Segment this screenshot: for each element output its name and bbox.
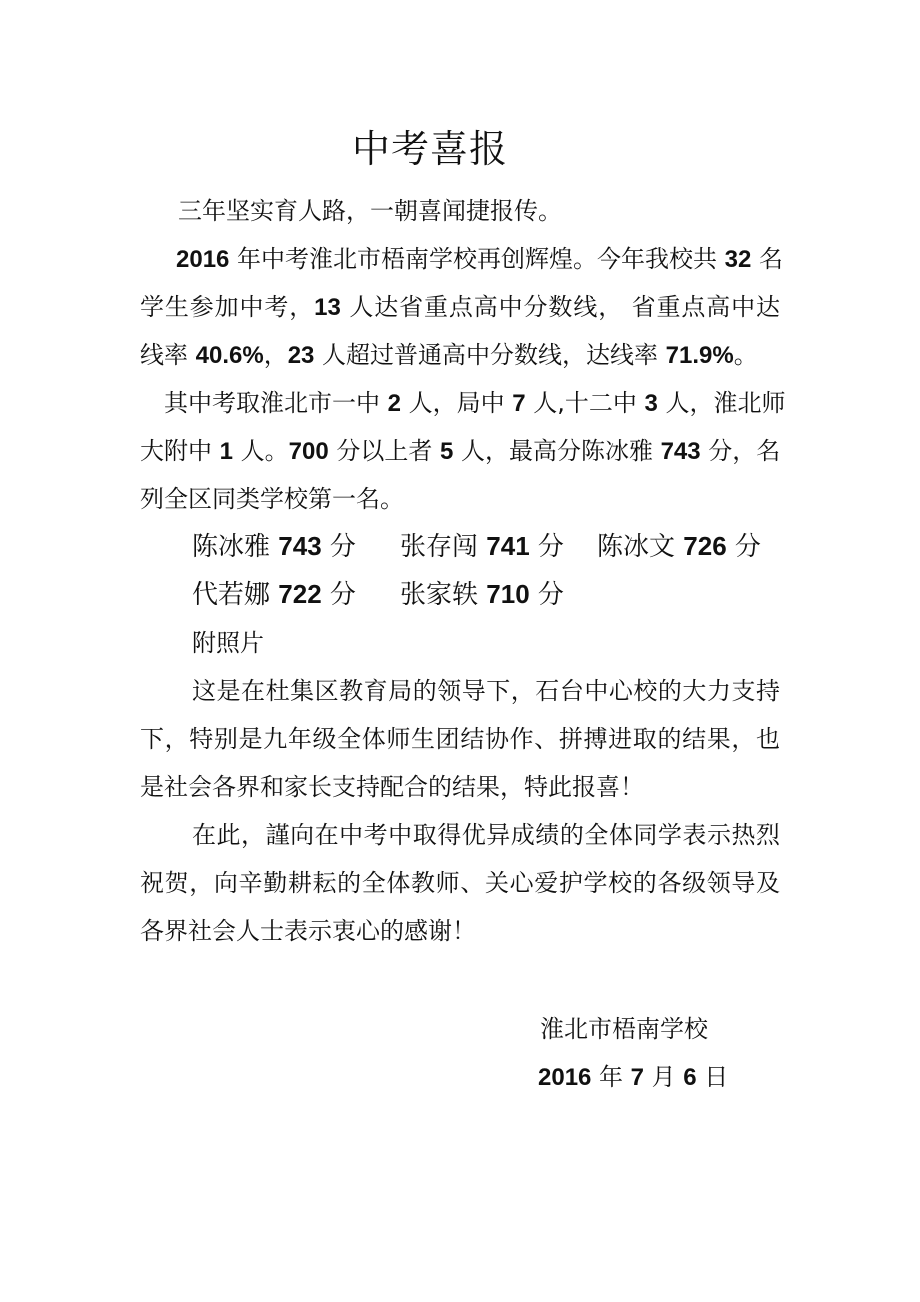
- text-run: 月: [644, 1063, 684, 1091]
- score-unit: 分: [321, 580, 356, 610]
- student-name: 张存闯: [400, 532, 479, 562]
- student-score: 743: [278, 531, 322, 561]
- para4-line2: 祝贺，向辛勤耕耘的全体教师、关心爱护学校的各级领导及: [140, 869, 780, 897]
- text-run: 人超过普通高中分数线，达线率: [314, 341, 666, 369]
- para3-line2: 下，特别是九年级全体师生团结协作、拼搏进取的结果，也: [140, 725, 780, 753]
- para1-line1: [140, 244, 783, 275]
- signature-school: 淮北市梧南学校: [540, 1015, 708, 1043]
- text-run: 32: [724, 246, 752, 273]
- para3-line3: 是社会各界和家长支持配合的结果，特此报喜！: [140, 773, 644, 801]
- student-name: 陈冰雅: [192, 532, 271, 562]
- text-run: 。: [733, 341, 758, 369]
- student-name: 陈冰文: [597, 532, 676, 562]
- student-score: 741: [486, 531, 530, 561]
- text-run: 7: [630, 1064, 645, 1091]
- text-run: 大附中: [140, 437, 220, 465]
- score-unit: 分: [529, 532, 564, 562]
- text-run: 学生参加中考，: [140, 293, 315, 321]
- honor-entry: [400, 530, 564, 563]
- text-run: 人,十二中: [525, 389, 645, 417]
- text-run: 5: [439, 438, 454, 465]
- honor-entry: [597, 530, 761, 563]
- signature-date: [538, 1062, 728, 1093]
- text-run: ，: [263, 341, 288, 369]
- page-title: 中考喜报: [351, 127, 508, 171]
- score-unit: 分: [726, 532, 761, 562]
- text-run: 40.6%: [195, 342, 264, 369]
- text-run: 人，淮北师: [657, 389, 786, 417]
- para4-line1: 在此，謹向在中考中取得优异成绩的全体同学表示热烈: [192, 821, 780, 849]
- intro-line: 三年坚实育人路，一朝喜闻捷报传。: [178, 197, 562, 225]
- text-run: 人。: [233, 437, 289, 465]
- student-name: 代若娜: [192, 580, 271, 610]
- para3-line1: 这是在杜集区教育局的领导下，石台中心校的大力支持: [192, 677, 780, 705]
- photo-note: 附照片: [192, 629, 264, 657]
- para2-line1: [140, 388, 786, 419]
- text-run: 23: [287, 342, 315, 369]
- student-score: 726: [683, 531, 727, 561]
- student-score: 722: [278, 579, 322, 609]
- text-run: 3: [644, 390, 658, 417]
- text-run: 700: [288, 438, 329, 465]
- text-run: 2: [387, 390, 401, 417]
- para2-line2: [140, 436, 780, 467]
- text-run: 人达省重点高中分数线， 省重点高中达: [340, 293, 780, 321]
- text-run: 6: [683, 1064, 697, 1091]
- para1-line2: [140, 292, 780, 323]
- text-run: 其中考取淮北市一中: [164, 389, 388, 417]
- text-run: 名: [751, 245, 783, 273]
- score-unit: 分: [529, 580, 564, 610]
- text-run: 71.9%: [665, 342, 734, 369]
- text-run: 人，局中: [401, 389, 513, 417]
- text-run: 日: [696, 1063, 729, 1091]
- text-run: 1: [219, 438, 233, 465]
- text-run: 2016: [176, 246, 230, 273]
- text-run: 线率: [140, 341, 196, 369]
- text-run: 13: [314, 294, 341, 321]
- text-run: 人，最高分陈冰雅: [453, 437, 661, 465]
- student-score: 710: [486, 579, 530, 609]
- student-name: 张家轶: [400, 580, 479, 610]
- text-run: 743: [660, 438, 701, 465]
- text-run: 分，名: [700, 437, 781, 465]
- text-run: 2016: [538, 1064, 592, 1091]
- text-run: 年中考淮北市梧南学校再创辉煌。今年我校共: [229, 245, 725, 273]
- honor-entry: [192, 578, 356, 611]
- text-run: 年: [591, 1063, 631, 1091]
- score-unit: 分: [321, 532, 356, 562]
- honor-entry: [400, 578, 564, 611]
- para2-line3: 列全区同类学校第一名。: [140, 485, 404, 513]
- para1-line3: [140, 340, 758, 371]
- para4-line3: 各界社会人士表示衷心的感谢！: [140, 917, 476, 945]
- honor-entry: [192, 530, 356, 563]
- text-run: 分以上者: [328, 437, 440, 465]
- text-run: 7: [512, 390, 526, 417]
